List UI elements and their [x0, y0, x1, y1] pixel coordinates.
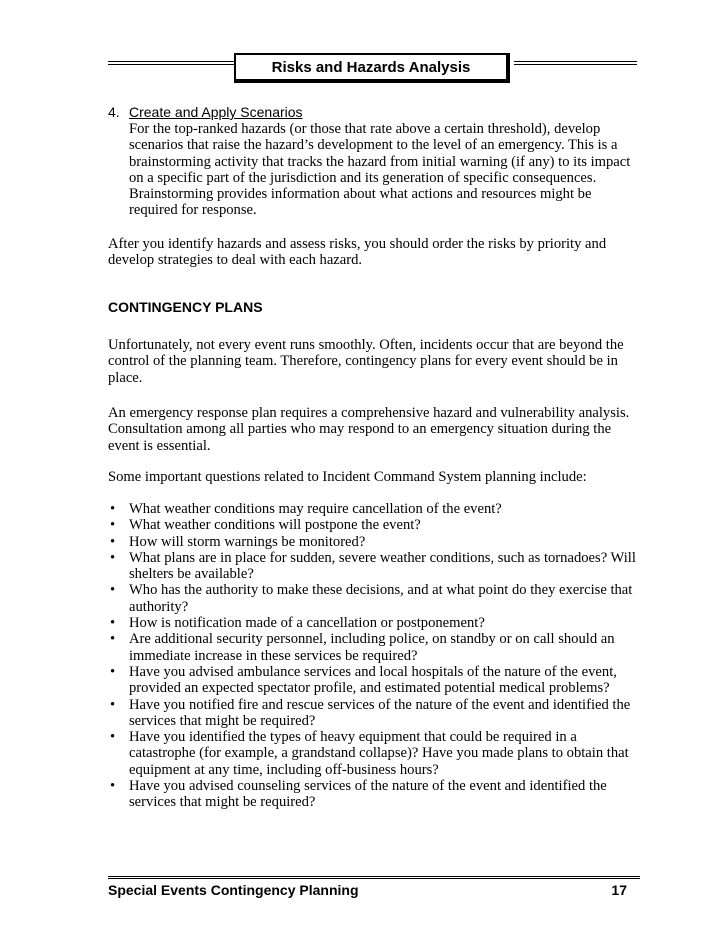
bullet-icon: • — [110, 582, 116, 599]
paragraph-identify-hazards: After you identify hazards and assess risks, you should order the risks by priority and develop strategies to deal with each hazard. — [108, 236, 607, 269]
list-item-text: Have you identified the types of heavy equipment that could be required in a catastrophe (for example, a grandstand collapse)? Have you made plans to obtain that equipment at any time, including off-business hours? — [129, 729, 629, 778]
bullet-icon: • — [110, 696, 116, 713]
paragraph-questions-intro: Some important questions related to Incident Command System planning include: — [108, 469, 587, 485]
bullet-icon: • — [110, 778, 116, 795]
list-item-text: What weather conditions will postpone the event? — [129, 517, 421, 534]
list-item — [108, 582, 644, 615]
list-item-text: Have you notified fire and rescue services of the nature of the event and identified the services that might be required? — [129, 696, 631, 729]
list-item — [108, 615, 644, 631]
list-item-text: Have you advised counseling services of the nature of the event and identified the services that might be required? — [129, 778, 607, 811]
list-item — [108, 631, 644, 664]
bullet-icon: • — [110, 549, 116, 566]
list-item — [108, 778, 644, 811]
bullet-icon: • — [110, 615, 116, 632]
list-item — [108, 697, 644, 730]
list-item-text: What plans are in place for sudden, severe weather conditions, such as tornadoes? Will shelters be available? — [129, 549, 636, 583]
header-title: Risks and Hazards Analysis — [234, 53, 510, 83]
list-item-text: What weather conditions may require cancellation of the event? — [129, 501, 502, 517]
item-body: For the top-ranked hazards (or those that rate above a certain threshold), develop scenarios that raise the hazard’s development to the level of an emergency. This is a brainstorming activity that tracks the hazard from initial warning (if any) to its impact on a specific part of the jurisdiction and its generation of specific consequences. Brainstorming provides information about what actions and resources might be required for response. — [129, 121, 631, 219]
bullet-icon: • — [110, 533, 116, 550]
section-heading: CONTINGENCY PLANS — [108, 299, 263, 315]
footer-rule — [108, 876, 640, 879]
paragraph-emergency-plan: An emergency response plan requires a comprehensive hazard and vulnerability analysis. Consultation among all parties who may respond to an emergency situation during the event is essential. — [108, 405, 630, 454]
list-item — [108, 664, 644, 697]
list-item — [108, 501, 644, 517]
bullet-icon: • — [110, 729, 116, 746]
list-item-text: Have you advised ambulance services and local hospitals of the nature of the event, provided an expected spectator profile, and estimated potential medical problems? — [129, 663, 617, 697]
header-rule-right-bottom — [514, 64, 637, 65]
bullet-icon: • — [110, 517, 116, 534]
header-rule-left-top — [108, 61, 234, 62]
item-title: Create and Apply Scenarios — [129, 104, 303, 120]
list-item-text: Are additional security personnel, including police, on standby or on call should an immediate increase in these services be required? — [129, 631, 615, 664]
list-item — [108, 729, 644, 778]
list-item-text: How is notification made of a cancellation or postponement? — [129, 615, 485, 632]
bullet-icon: • — [110, 501, 116, 517]
list-item — [108, 550, 644, 583]
list-item-text: Who has the authority to make these decisions, and at what point do they exercise that authority? — [129, 582, 633, 615]
paragraph-unfortunately: Unfortunately, not every event runs smoothly. Often, incidents occur that are beyond the control of the planning team. Therefore, contingency plans for every event should be in place. — [108, 337, 624, 386]
page-number: 17 — [611, 882, 627, 898]
item-number: 4. — [108, 104, 120, 120]
list-item-text: How will storm warnings be monitored? — [129, 533, 366, 550]
header-rule-left-bottom — [108, 64, 234, 65]
footer-title: Special Events Contingency Planning — [108, 882, 359, 898]
list-item — [108, 517, 644, 533]
header-rule-right-top — [514, 61, 637, 62]
list-item — [108, 534, 644, 550]
bullet-icon: • — [110, 663, 116, 680]
question-list — [108, 501, 644, 811]
bullet-icon: • — [110, 631, 116, 648]
